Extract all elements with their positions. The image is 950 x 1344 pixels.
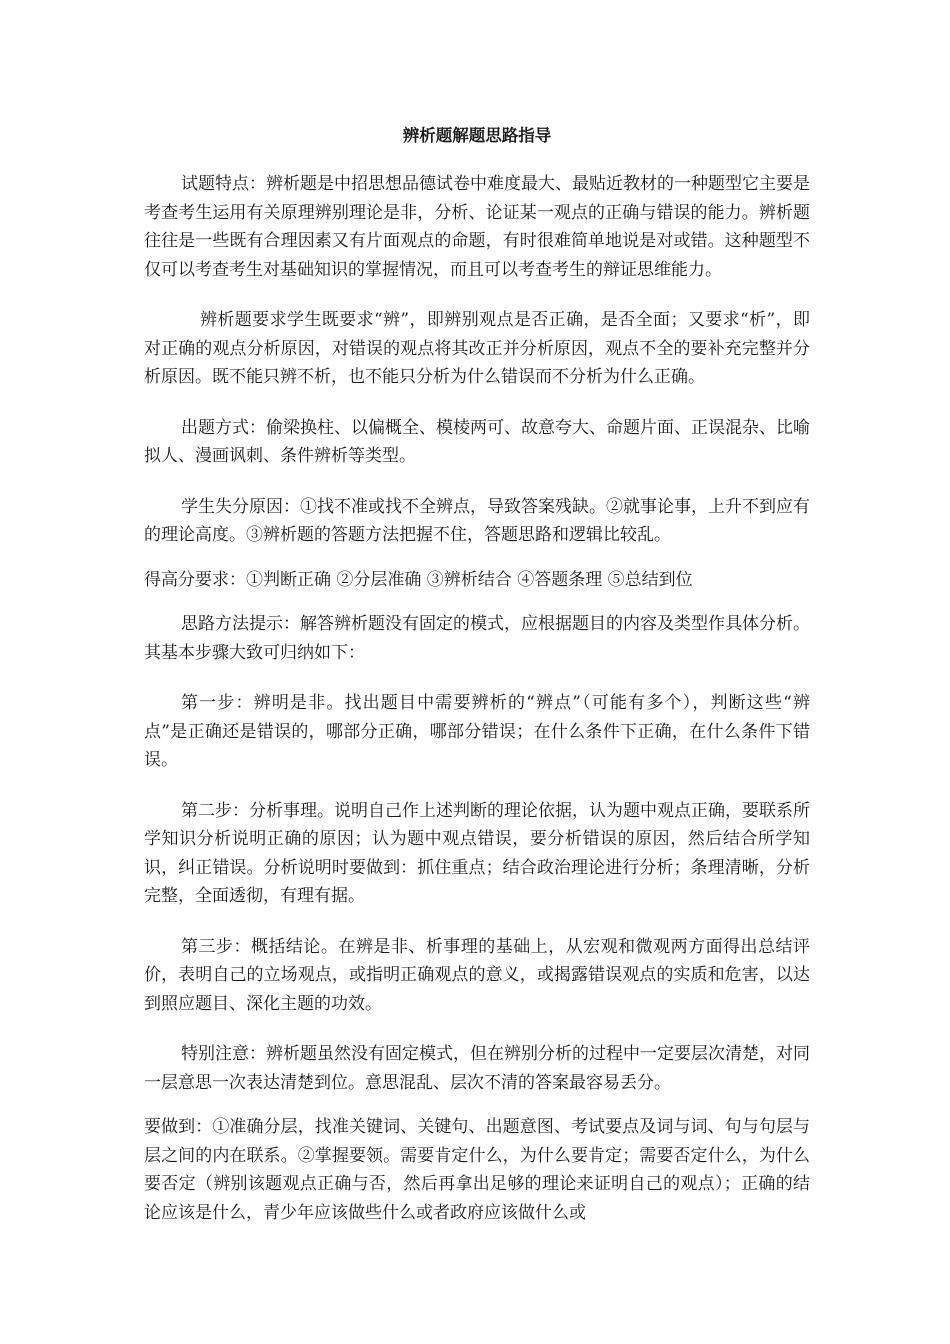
document-title: 辨析题解题思路指导: [402, 126, 552, 145]
paragraph-step-three: 第三步：概括结论。在辨是非、析事理的基础上，从宏观和微观两方面得出总结评价，表明自己的立场观点，或指明正确观点的意义，或揭露错误观点的实质和危害，以达到照应题目、深化主题的功效。: [144, 936, 810, 1014]
paragraph-question-types: 出题方式：偷梁换柱、以偏概全、模棱两可、故意夸大、命题片面、正误混杂、比喻拟人、漫画讽刺、条件辨析等类型。: [144, 417, 810, 466]
paragraph-step-one: 第一步：辨明是非。找出题目中需要辨析的“辨点”（可能有多个），判断这些“辨点”是正确还是错误的，哪部分正确，哪部分错误；在什么条件下正确，在什么条件下错误。: [144, 693, 810, 770]
paragraph-requirements: 辨析题要求学生既要求“辨”，即辨别观点是否正确，是否全面；又要求“析”，即对正确的观点分析原因，对错误的观点将其改正并分析原因，观点不全的要补充完整并分析原因。既不能只辨不析，也不能只分析为什么错误而不分析为什么正确。: [144, 310, 810, 387]
paragraph-special-note: 特别注意：辨析题虽然没有固定模式，但在辨别分析的过程中一定要层次清楚，对同一层意思一次表达清楚到位。意思混乱、层次不清的答案最容易丢分。: [144, 1044, 810, 1093]
document-page: [144, 122, 810, 1243]
paragraph-lost-points: 学生失分原因：①找不准或找不全辨点，导致答案残缺。②就事论事，上升不到应有的理论高度。③辨析题的答题方法把握不住，答题思路和逻辑比较乱。: [144, 496, 810, 545]
paragraph-must-do: 要做到：①准确分层，找准关键词、关键句、出题意图、考试要点及词与词、句与句层与层之间的内在联系。②掌握要领。需要肯定什么，为什么要肯定；需要否定什么，为什么要否定（辨别该题观点正确与否，然后再拿出足够的理论来证明自己的观点）；正确的结论应该是什么，青少年应该做些什么或者政府应该做什么或: [144, 1117, 810, 1223]
paragraph-question-features: 试题特点：辨析题是中招思想品德试卷中难度最大、最贴近教材的一种题型它主要是考查考生运用有关原理辨别理论是非，分析、论证某一观点的正确与错误的能力。辨析题往往是一些既有合理因素又有片面观点的命题，有时很难简单地说是对或错。这种题型不仅可以考查考生对基础知识的掌握情况，而且可以考查考生的辩证思维能力。: [144, 174, 810, 280]
paragraph-high-score: 得高分要求：①判断正确 ②分层准确 ③辨析结合 ④答题条理 ⑤总结到位: [144, 569, 693, 590]
paragraph-method-hint: 思路方法提示：解答辨析题没有固定的模式，应根据题目的内容及类型作具体分析。其基本步骤大致可归纳如下：: [144, 614, 810, 663]
paragraph-step-two: 第二步：分析事理。说明自己作上述判断的理论依据，认为题中观点正确，要联系所学知识分析说明正确的原因；认为题中观点错误，要分析错误的原因，然后结合所学知识，纠正错误。分析说明时要做到：抓住重点；结合政治理论进行分析；条理清晰，分析完整，全面透彻，有理有据。: [144, 800, 810, 906]
